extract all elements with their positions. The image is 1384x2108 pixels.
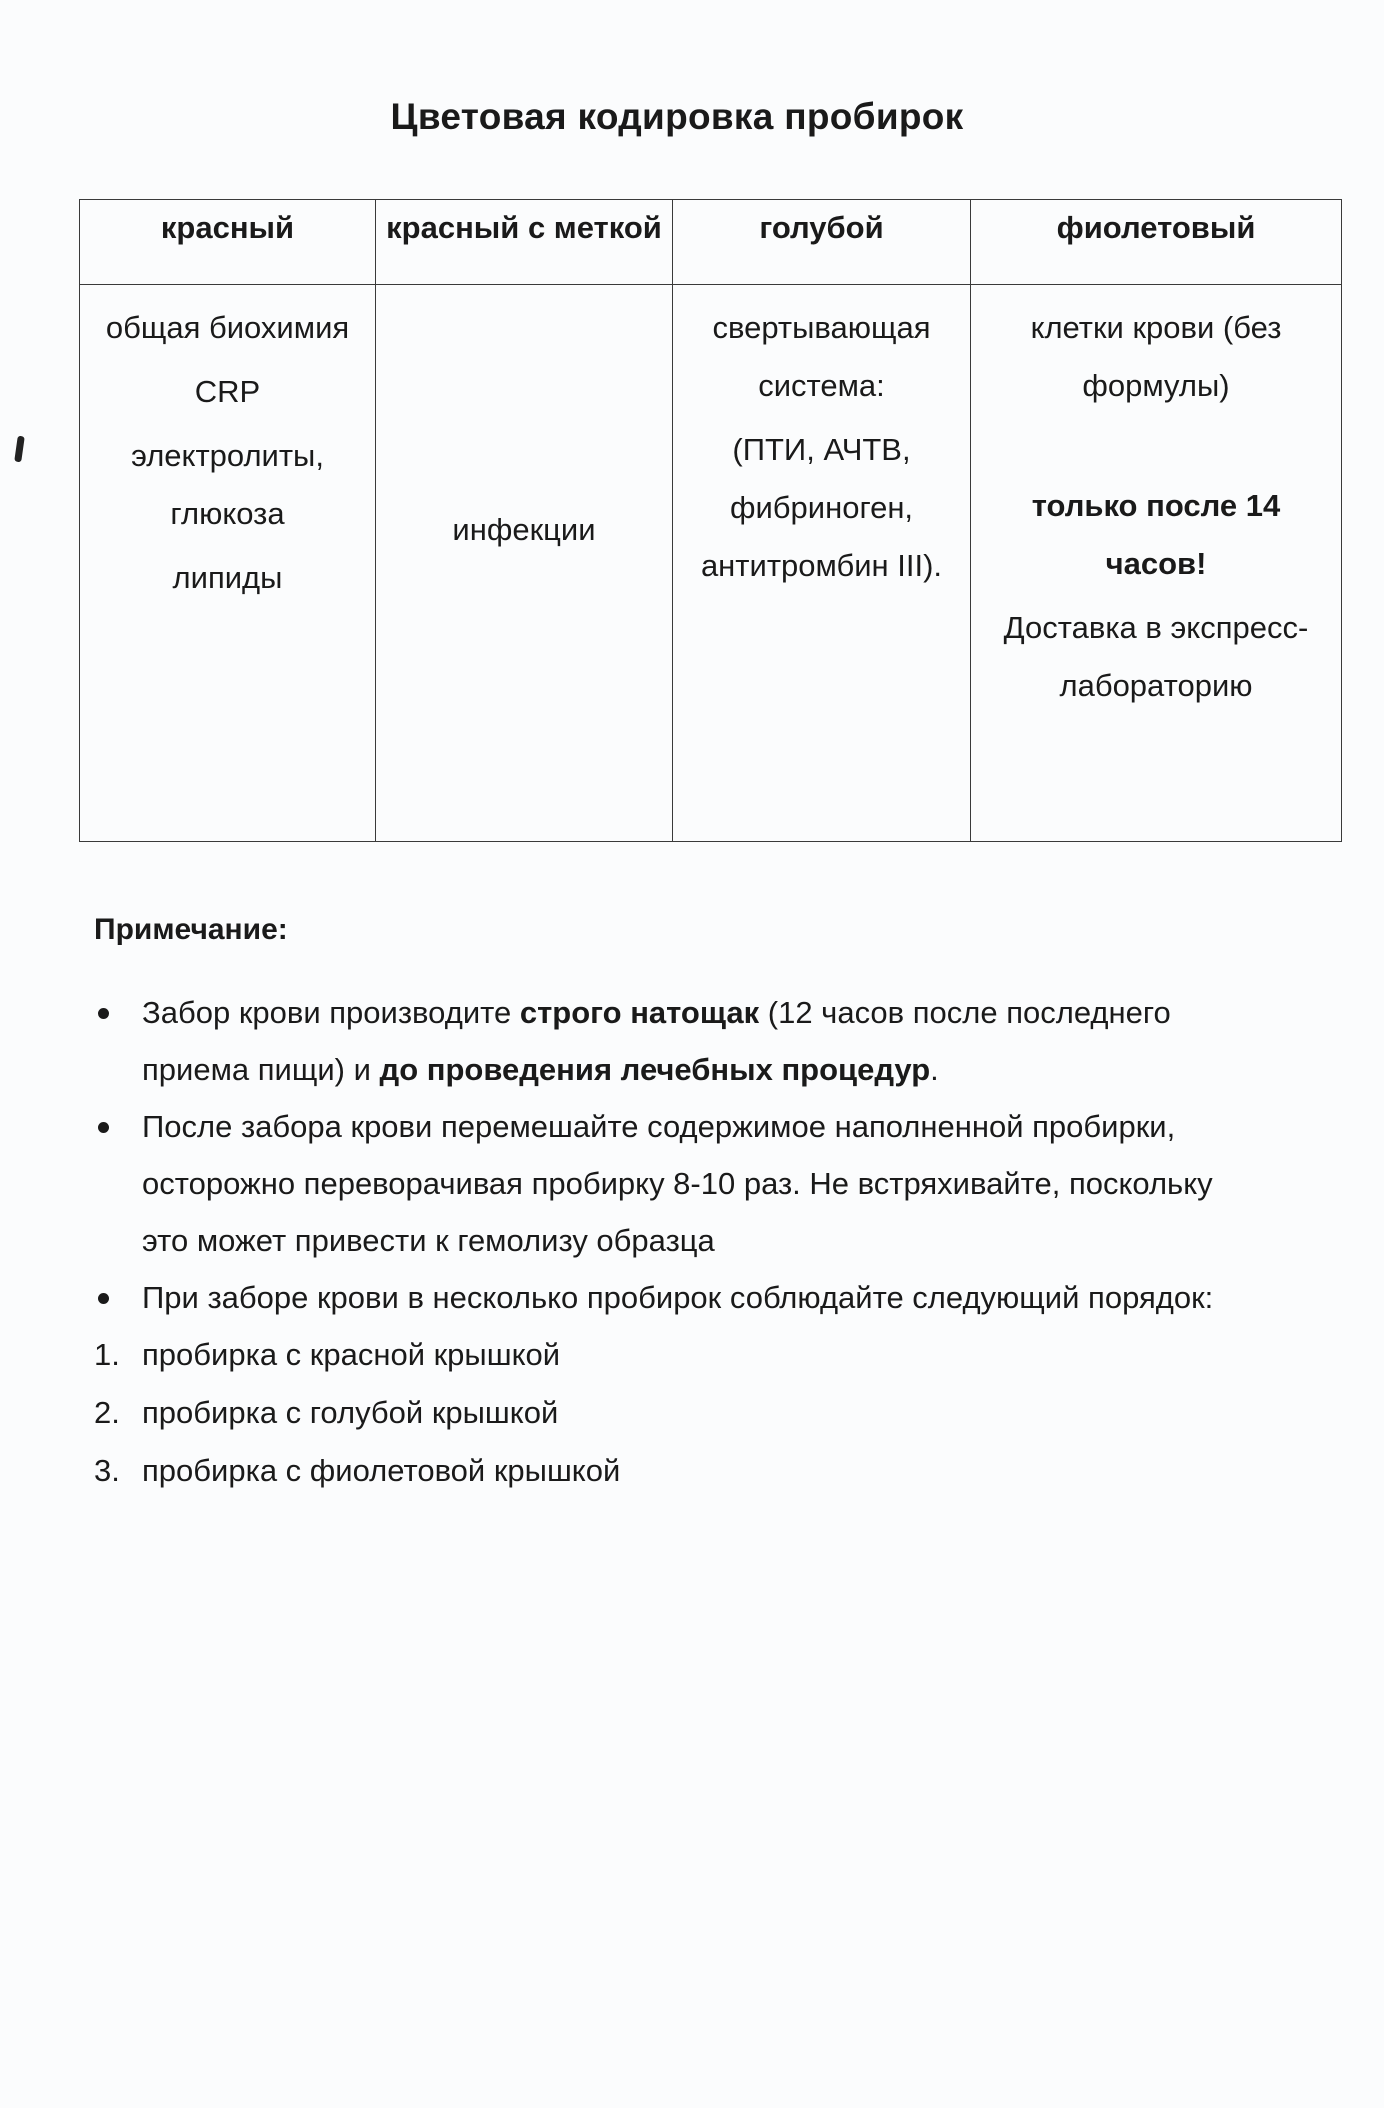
cell-line-bold: часов! — [1105, 546, 1207, 581]
order-text: пробирка с фиолетовой крышкой — [142, 1453, 621, 1488]
table-header-row — [80, 200, 1342, 285]
cell-line: липиды — [172, 560, 283, 595]
note-emphasis: строго натощак — [519, 995, 760, 1030]
cell-line: свертывающая — [712, 310, 931, 345]
note-text: При заборе крови в несколько пробирок соблюдайте следующий порядок: — [142, 1280, 1214, 1315]
list-item — [94, 1269, 1254, 1326]
cell-line: формулы) — [1082, 368, 1230, 403]
header-violet: фиолетовый — [971, 200, 1342, 285]
note-text: (12 часов после последнего приема пищи) и — [142, 995, 1171, 1087]
header-blue: голубой — [673, 200, 971, 285]
note-emphasis: до проведения лечебных процедур — [379, 1052, 931, 1087]
cell-spacer — [975, 415, 1337, 477]
cell-line-bold: только после 14 — [1031, 488, 1281, 523]
cell-line: CRP — [194, 374, 261, 409]
cell-blue — [673, 285, 971, 842]
header-red: красный — [80, 200, 376, 285]
cell-line: (ПТИ, АЧТВ, — [732, 432, 911, 467]
tube-color-table — [79, 199, 1342, 842]
cell-violet — [971, 285, 1342, 842]
cell-red-marked — [376, 285, 673, 842]
order-number: 1. — [94, 1337, 120, 1372]
list-item — [94, 984, 1254, 1098]
header-red-marked — [376, 200, 673, 285]
ordered-item — [94, 1442, 1254, 1500]
cell-line: глюкоза — [170, 496, 285, 531]
cell-line: лабораторию — [1059, 668, 1253, 703]
order-number: 2. — [94, 1395, 120, 1430]
order-text: пробирка с голубой крышкой — [142, 1395, 559, 1430]
note-text: . — [930, 1052, 939, 1087]
cell-line: антитромбин III). — [700, 548, 943, 583]
cell-line: электролиты, — [131, 438, 324, 473]
ordered-item — [94, 1326, 1254, 1384]
cell-red — [80, 285, 376, 842]
page-title: Цветовая кодировка пробирок — [390, 96, 964, 137]
table-row — [80, 285, 1342, 842]
header-red-marked-label: красный с меткой — [386, 210, 662, 245]
order-number: 3. — [94, 1453, 120, 1488]
cell-line: Доставка в экспресс- — [1003, 610, 1309, 645]
ordered-item — [94, 1384, 1254, 1442]
note-text: Забор крови производите — [142, 995, 520, 1030]
cell-line: клетки крови (без — [1030, 310, 1282, 345]
cell-line: фибриноген, — [729, 490, 914, 525]
notes-heading: Примечание: — [94, 913, 288, 946]
order-text: пробирка с красной крышкой — [142, 1337, 561, 1372]
notes-list — [94, 984, 1254, 1500]
cell-line: общая биохимия — [105, 310, 350, 345]
cell-line: инфекции — [452, 512, 596, 547]
note-text: После забора крови перемешайте содержимое наполненной пробирки, осторожно переворачивая пробирку 8-10 раз. Не встряхивайте, поскольку это может привести к гемолизу образца — [142, 1109, 1213, 1258]
cell-line: система: — [758, 368, 885, 403]
scan-mark — [14, 436, 25, 463]
list-item — [94, 1098, 1254, 1269]
